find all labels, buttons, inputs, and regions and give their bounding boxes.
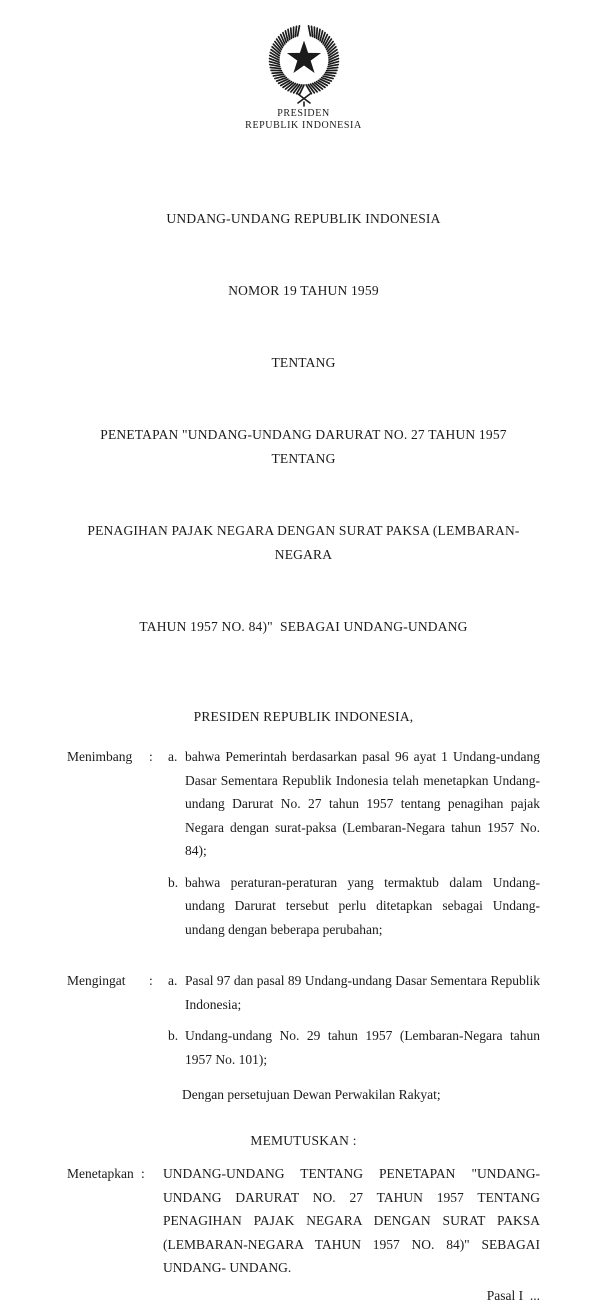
title-line-2: NOMOR 19 TAHUN 1959 bbox=[67, 279, 540, 303]
menimbang-label: Menimbang bbox=[67, 745, 149, 863]
section-menimbang bbox=[67, 745, 540, 941]
menetapkan-label: Menetapkan bbox=[67, 1162, 141, 1280]
memutuskan-heading: MEMUTUSKAN : bbox=[67, 1129, 540, 1153]
title-line-5: PENAGIHAN PAJAK NEGARA DENGAN SURAT PAKSA (LEMBARAN-NEGARA bbox=[67, 519, 540, 567]
menimbang-item-b bbox=[67, 871, 540, 942]
menimbang-colon: : bbox=[149, 745, 168, 863]
title-line-4: PENETAPAN "UNDANG-UNDANG DARURAT NO. 27 TAHUN 1957 TENTANG bbox=[67, 423, 540, 471]
star-icon bbox=[286, 41, 320, 74]
menimbang-item-a bbox=[67, 745, 540, 863]
mengingat-item-b bbox=[67, 1024, 540, 1071]
salutation-line: PRESIDEN REPUBLIK INDONESIA, bbox=[67, 705, 540, 729]
item-letter: a. bbox=[168, 969, 185, 1016]
item-text: bahwa peraturan-peraturan yang termaktub dalam Undang- undang Darurat tersebut perlu ditetapkan sebagai Undang- undang dengan beberapa perubahan; bbox=[185, 871, 540, 942]
label-spacer bbox=[67, 871, 149, 942]
presidential-seal-icon bbox=[262, 20, 346, 108]
mengingat-label: Mengingat bbox=[67, 969, 149, 1016]
mengingat-colon: : bbox=[149, 969, 168, 1016]
item-letter: b. bbox=[168, 871, 185, 942]
colon-spacer bbox=[149, 1024, 168, 1071]
approval-line: Dengan persetujuan Dewan Perwakilan Rakyat; bbox=[182, 1083, 540, 1107]
item-text: bahwa Pemerintah berdasarkan pasal 96 ayat 1 Undang-undang Dasar Sementara Republik Indonesia telah menetapkan Undang-undang Darurat No. 27 tahun 1957 tentang penagihan pajak Negara dengan surat-paksa (Lembaran-Negara tahun 1957 No. 84); bbox=[185, 745, 540, 863]
enacting-text: UNDANG-UNDANG TENTANG PENETAPAN "UNDANG-UNDANG DARURAT NO. 27 TAHUN 1957 TENTANG PENAGIHAN PAJAK NEGARA DENGAN SURAT PAKSA (LEMBARAN-NEGARA TAHUN 1957 NO. 84)" SEBAGAI UNDANG- UNDANG. bbox=[163, 1162, 540, 1280]
section-menetapkan bbox=[67, 1162, 540, 1280]
document-title bbox=[67, 159, 540, 687]
label-spacer bbox=[67, 1024, 149, 1071]
item-letter: b. bbox=[168, 1024, 185, 1071]
title-line-1: UNDANG-UNDANG REPUBLIK INDONESIA bbox=[67, 207, 540, 231]
item-letter: a. bbox=[168, 745, 185, 863]
mengingat-item-a bbox=[67, 969, 540, 1016]
section-mengingat bbox=[67, 969, 540, 1071]
wreath-stem-ornament bbox=[298, 94, 310, 106]
colon-spacer bbox=[149, 871, 168, 942]
letterhead-presiden-text: PRESIDEN bbox=[67, 108, 540, 120]
item-text: Pasal 97 dan pasal 89 Undang-undang Dasar Sementara Republik Indonesia; bbox=[185, 969, 540, 1016]
continuation-marker: Pasal I ... bbox=[67, 1284, 540, 1307]
title-line-3: TENTANG bbox=[67, 351, 540, 375]
title-line-6: TAHUN 1957 NO. 84)" SEBAGAI UNDANG-UNDANG bbox=[67, 615, 540, 639]
item-text: Undang-undang No. 29 tahun 1957 (Lembaran-Negara tahun 1957 No. 101); bbox=[185, 1024, 540, 1071]
presidential-letterhead bbox=[67, 0, 540, 131]
menetapkan-colon: : bbox=[141, 1162, 163, 1280]
letterhead-republik-indonesia-text: REPUBLIK INDONESIA bbox=[67, 120, 540, 132]
